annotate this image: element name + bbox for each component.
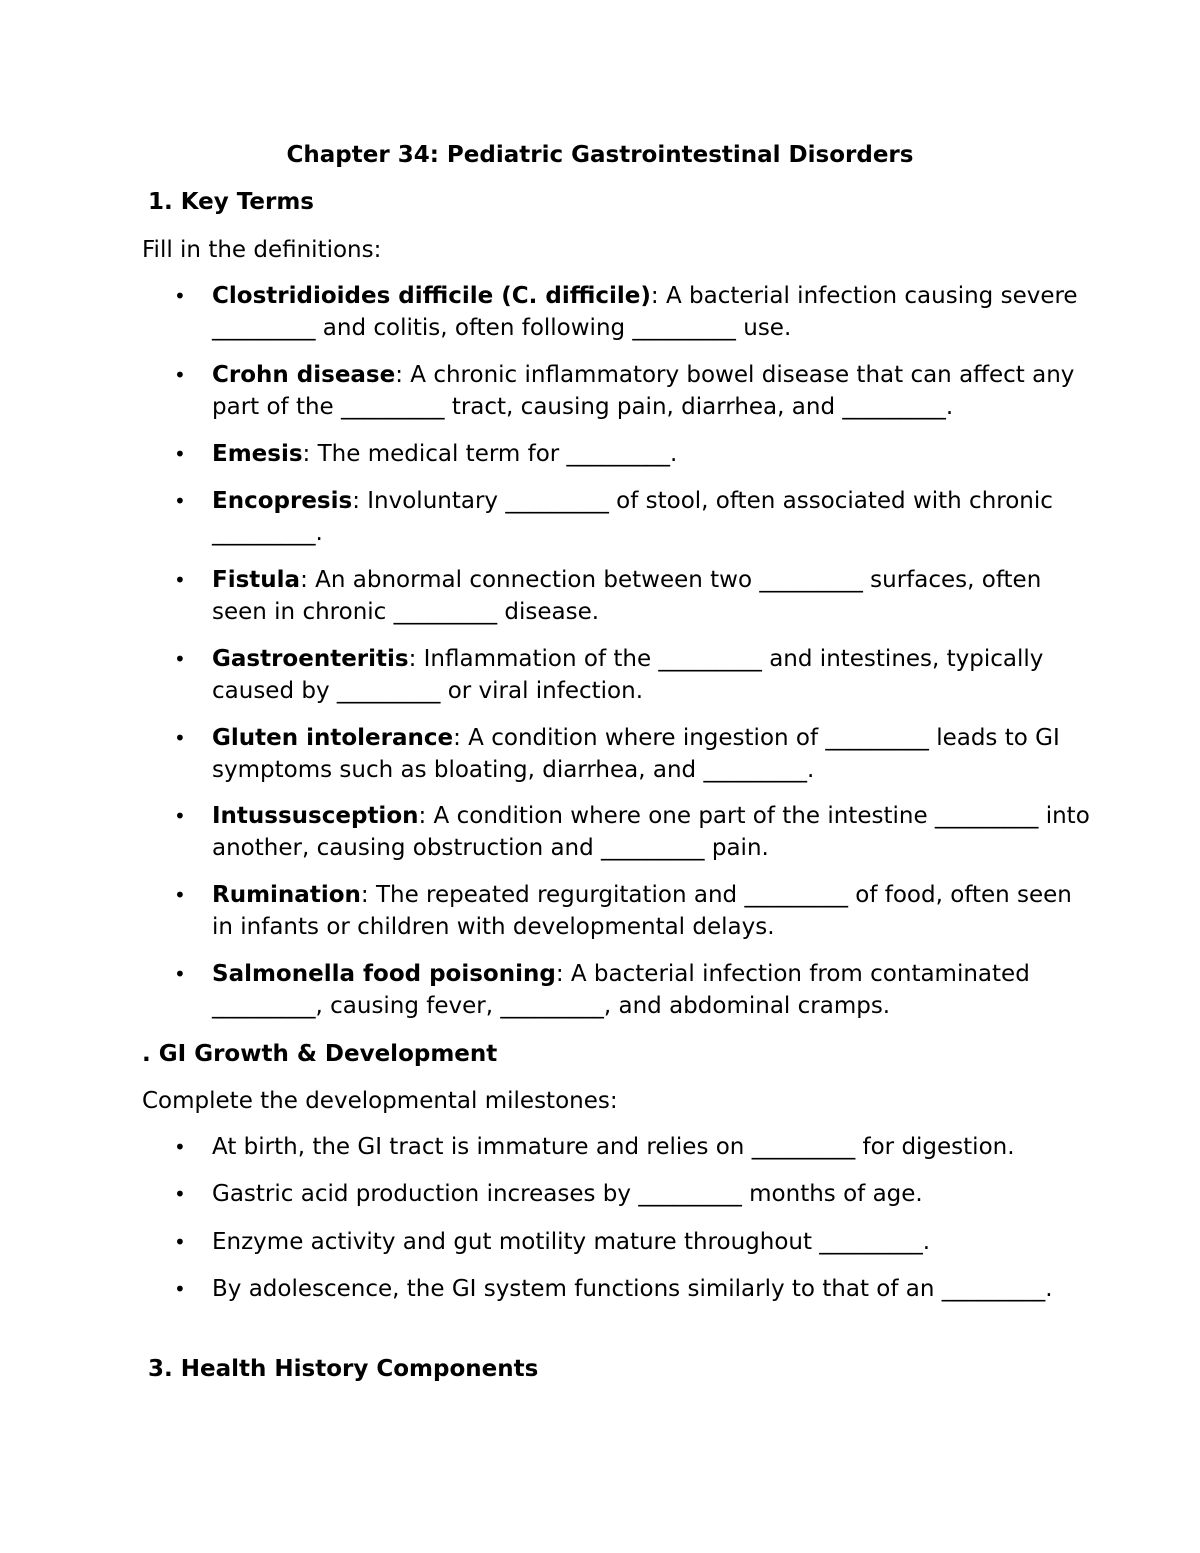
term-label: Encopresis <box>212 488 353 514</box>
term-definition: : Involuntary _________ of stool, often associated with chronic _________. <box>212 488 1053 546</box>
bullet-icon: • <box>174 1135 186 1159</box>
term-label: Gluten intolerance <box>212 725 454 751</box>
list-item <box>174 360 1092 423</box>
list-item <box>174 644 1092 707</box>
term-label: Fistula <box>212 567 301 593</box>
bullet-icon: • <box>174 1230 186 1254</box>
list-item <box>174 801 1092 864</box>
term-definition: : A bacterial infection from contaminated _________, causing fever, _________, and abdominal cramps. <box>212 961 1030 1019</box>
term-definition: : A condition where one part of the intestine _________ into another, causing obstruction and _________ pain. <box>212 803 1090 861</box>
term-label: Rumination <box>212 882 361 908</box>
term-definition: : Inflammation of the _________ and intestines, typically caused by _________ or viral infection. <box>212 646 1044 704</box>
term-label: Intussusception <box>212 803 419 829</box>
list-item <box>174 439 1092 471</box>
list-item <box>174 1132 1092 1164</box>
bullet-icon: • <box>174 1277 186 1301</box>
term-label: Crohn disease <box>212 362 396 388</box>
bullet-icon: • <box>174 804 186 828</box>
term-label: Salmonella food poisoning <box>212 961 556 987</box>
bullet-icon: • <box>174 883 186 907</box>
term-definition: : A condition where ingestion of _________ leads to GI symptoms such as bloating, diarrhea, and _________. <box>212 725 1060 783</box>
milestone-text: Gastric acid production increases by _________ months of age. <box>212 1181 923 1207</box>
bullet-icon: • <box>174 1182 186 1206</box>
term-label: Emesis <box>212 441 303 467</box>
list-item <box>174 1179 1092 1211</box>
list-item <box>174 565 1092 628</box>
list-item <box>174 959 1092 1022</box>
term-definition: : A chronic inflammatory bowel disease that can affect any part of the _________ tract, causing pain, diarrhea, and _________. <box>212 362 1075 420</box>
bullet-icon: • <box>174 363 186 387</box>
list-item <box>174 723 1092 786</box>
section-intro-key-terms: Fill in the definitions: <box>142 237 382 263</box>
term-definition: : An abnormal connection between two _________ surfaces, often seen in chronic _________ disease. <box>212 567 1042 625</box>
list-item <box>174 880 1092 943</box>
section-intro-gi-growth: Complete the developmental milestones: <box>142 1088 618 1114</box>
list-item <box>174 281 1092 344</box>
section-heading-health-history: 3. Health History Components <box>148 1356 539 1382</box>
section-heading-gi-growth: . GI Growth & Development <box>142 1041 498 1067</box>
list-item <box>174 1227 1092 1259</box>
bullet-icon: • <box>174 726 186 750</box>
bullet-icon: • <box>174 962 186 986</box>
term-label: Gastroenteritis <box>212 646 409 672</box>
term-label: Clostridioides difficile (C. difficile) <box>212 283 651 309</box>
bullet-icon: • <box>174 442 186 466</box>
bullet-icon: • <box>174 647 186 671</box>
term-definition: : The repeated regurgitation and _________ of food, often seen in infants or children with developmental delays. <box>212 882 1072 940</box>
milestone-text: At birth, the GI tract is immature and relies on _________ for digestion. <box>212 1134 1015 1160</box>
milestone-text: Enzyme activity and gut motility mature throughout _________. <box>212 1229 931 1255</box>
term-definition: : A bacterial infection causing severe _________ and colitis, often following _________ use. <box>212 283 1078 341</box>
list-item <box>174 486 1092 549</box>
bullet-icon: • <box>174 284 186 308</box>
section-heading-key-terms: 1. Key Terms <box>148 189 314 215</box>
bullet-icon: • <box>174 568 186 592</box>
page-title: Chapter 34: Pediatric Gastrointestinal Disorders <box>286 142 914 168</box>
milestone-text: By adolescence, the GI system functions similarly to that of an _________. <box>212 1276 1053 1302</box>
list-item <box>174 1274 1092 1306</box>
term-definition: : The medical term for _________. <box>302 441 678 467</box>
bullet-icon: • <box>174 489 186 513</box>
